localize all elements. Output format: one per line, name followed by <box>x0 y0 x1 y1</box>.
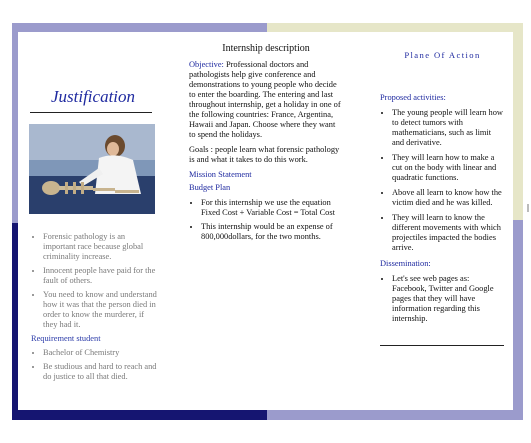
frame-band-bottom-right <box>267 410 523 420</box>
list-item: • Let's see web pages as: Facebook, Twitter and Google pages that they will have information regarding this internship. <box>392 274 505 324</box>
list-item: • This internship would be an expense of 800,000dollars, for the two months. <box>201 222 343 242</box>
list-item: • You need to know and understand how it was that the person died in order to know the murderer, if they had it. <box>43 290 159 330</box>
scroll-marker[interactable] <box>527 204 529 212</box>
forensic-lab-photo <box>29 124 155 214</box>
budget-heading: Budget Plan <box>189 183 231 192</box>
list-item: • Forensic pathology is an important race because global criminality increase. <box>43 232 159 262</box>
requirement-list <box>31 348 159 382</box>
justification-title: Justification <box>50 87 136 106</box>
internship-heading: Internship description <box>222 43 310 54</box>
list-item: • Innocent people have paid for the fault of others. <box>43 266 159 286</box>
dissemination-heading: Dissemination: <box>380 259 431 268</box>
budget-list <box>189 198 343 242</box>
list-item: • Be studious and hard to reach and do justice to all that died. <box>43 362 159 382</box>
list-item: • They will learn how to make a cut on the body with linear and quadratic functions. <box>392 153 505 183</box>
frame-band-top-left <box>12 23 267 32</box>
activities-list <box>380 108 505 253</box>
objective-text: Professional doctors and pathologists help give conference and demonstrations to young people who decide to enter the boarding. The entering and last throughout internship, get a holiday in one of the following countries: France, Argentina, Hawaii and Japan. Choose where they want to spend the holidays. <box>189 60 341 139</box>
list-item: • They will learn to know the different movements with which projectiles impacted the bodies arrive. <box>392 213 505 253</box>
mission-heading: Mission Statement <box>189 170 252 179</box>
photo-illustration <box>29 124 155 214</box>
frame-band-right-lower <box>513 220 523 420</box>
goals-paragraph: Goals : people learn what forensic pathology is and what it takes to do this work. <box>189 145 340 164</box>
objective-paragraph <box>189 60 343 140</box>
justification-content <box>31 232 159 386</box>
list-item: • Bachelor of Chemistry <box>43 348 159 358</box>
proposed-heading: Proposed activities: <box>380 93 446 102</box>
internship-column <box>189 44 343 246</box>
plan-column <box>380 50 505 329</box>
frame-band-top-right <box>267 23 523 32</box>
list-item: • For this internship we use the equation Fixed Cost + Variable Cost = Total Cost <box>201 198 343 218</box>
frame-band-left-lower <box>12 223 18 420</box>
frame-band-right-upper <box>513 23 523 220</box>
list-item: • Above all learn to know how the victim died and he was killed. <box>392 188 505 208</box>
dissemination-list <box>380 274 505 324</box>
dissemination-underline <box>380 345 504 346</box>
frame-band-left-upper <box>12 23 18 223</box>
title-underline <box>30 112 152 113</box>
frame-band-bottom-left <box>12 410 267 420</box>
justification-list <box>31 232 159 330</box>
objective-label: Objective: <box>189 60 224 69</box>
plan-heading: Plane Of Action <box>404 50 481 60</box>
requirement-heading: Requirement student <box>31 334 101 343</box>
list-item: • The young people will learn how to detect tumors with mathematicians, such as limit and derivative. <box>392 108 505 148</box>
